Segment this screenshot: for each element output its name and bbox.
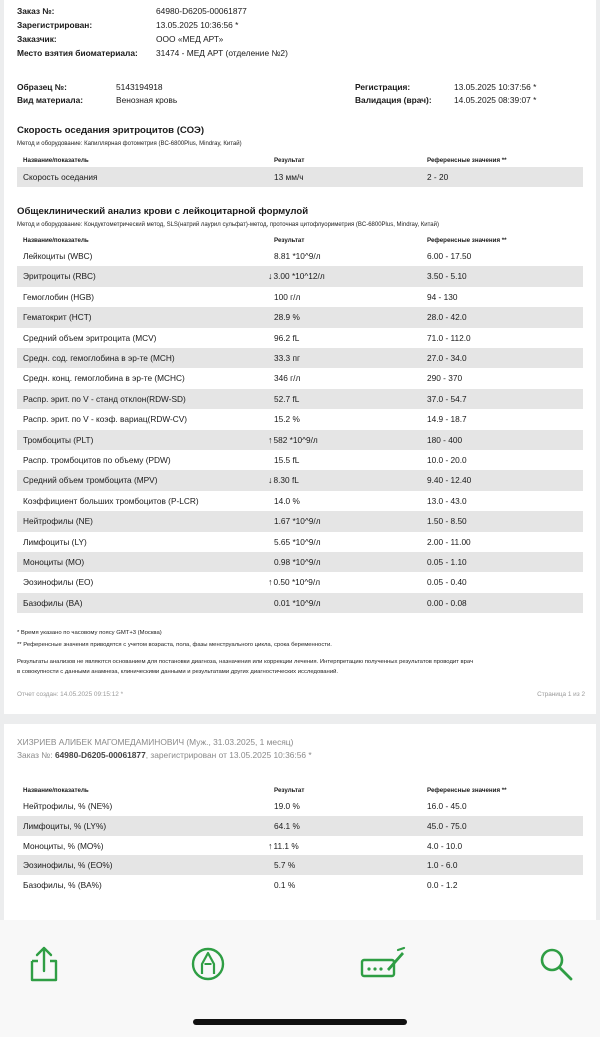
- material-label: Вид материала:: [17, 95, 84, 105]
- report-created: Отчет создан: 14.05.2025 09:15:12 *: [17, 691, 124, 698]
- signature-icon[interactable]: [360, 944, 406, 984]
- row-reference: 27.0 - 34.0: [427, 353, 467, 363]
- collection-place-value: 31474 - МЕД АРТ (отделение №2): [156, 48, 288, 58]
- order-prefix: Заказ №:: [17, 750, 53, 760]
- markup-pen-icon[interactable]: [188, 944, 228, 984]
- row-result: [274, 373, 300, 383]
- row-result: [274, 394, 299, 404]
- col-reference-header: Референсные значения **: [427, 787, 507, 794]
- row-reference: 1.0 - 6.0: [427, 860, 458, 871]
- search-icon[interactable]: [536, 944, 576, 984]
- row-name: Нейтрофилы (NE): [23, 516, 93, 527]
- table-row: [17, 167, 583, 187]
- report-page-2: [4, 724, 596, 920]
- row-result: [268, 841, 299, 851]
- registered-label: Зарегистрирован:: [17, 20, 93, 30]
- collection-place-label: Место взятия биоматериала:: [17, 48, 138, 58]
- row-result: [274, 801, 300, 811]
- esr-method: Метод и оборудование: Капиллярная фотометрия (BC-6800Plus, Mindray, Китай): [17, 141, 242, 147]
- table-row: [17, 307, 583, 327]
- row-result: [268, 435, 318, 445]
- row-reference: 0.00 - 0.08: [427, 597, 467, 608]
- col-result-header: Результат: [274, 787, 305, 794]
- material-value: Венозная кровь: [116, 95, 178, 105]
- row-reference: 45.0 - 75.0: [427, 820, 467, 831]
- row-name: Распр. тромбоцитов по объему (PDW): [23, 455, 171, 465]
- row-name: Лимфоциты, % (LY%): [23, 820, 107, 831]
- row-name: Коэффициент больших тромбоцитов (P-LCR): [23, 495, 199, 506]
- row-reference: 10.0 - 20.0: [427, 455, 467, 465]
- row-reference: 0.05 - 0.40: [427, 577, 467, 588]
- row-result-value: 346 г/л: [274, 373, 301, 384]
- row-result: [274, 414, 300, 424]
- cbc-method: Метод и оборудование: Кондуктометрический метод, SLS(натрий лаурил сульфат)-метод, проточная цитофлуориметрия (BC-6800Plus, Mindray, Китай): [17, 222, 439, 228]
- row-result: [274, 516, 321, 526]
- sample-id: 5143194918: [116, 82, 163, 92]
- row-result-value: 3.00 *10^12/л: [273, 271, 325, 282]
- row-result: [274, 880, 295, 890]
- table-row: [17, 246, 583, 266]
- table-row: [17, 470, 583, 490]
- table-row: [17, 368, 583, 388]
- col-reference-header: Референсные значения **: [427, 237, 507, 244]
- row-name: Эозинофилы, % (EO%): [23, 860, 113, 871]
- row-reference: 4.0 - 10.0: [427, 840, 463, 851]
- arrow-up-icon: ↑: [268, 434, 273, 445]
- row-name: Гемоглобин (HGB): [23, 291, 95, 302]
- row-result: [274, 251, 321, 261]
- row-result-value: 19.0 %: [274, 801, 300, 811]
- table-row: [17, 875, 583, 895]
- row-reference: 2 - 20: [427, 172, 449, 182]
- arrow-down-icon: ↓: [268, 475, 273, 486]
- row-result-value: 11.1 %: [273, 840, 299, 851]
- table-row: [17, 593, 583, 613]
- arrow-down-icon: ↓: [268, 271, 273, 282]
- disclaimer-line-2: в совокупности с данными анамнеза, клиническими данными и результатами других диагностических исследований.: [17, 669, 339, 675]
- row-result-value: 96.2 fL: [274, 332, 300, 343]
- row-result-value: 28.9 %: [274, 312, 300, 323]
- row-reference: 290 - 370: [427, 373, 463, 384]
- row-result: [274, 312, 300, 322]
- row-reference: 71.0 - 112.0: [427, 332, 471, 343]
- cbc-table-header: [17, 235, 583, 245]
- table-row: [17, 511, 583, 531]
- row-name: Средний объем тромбоцита (MPV): [23, 475, 158, 486]
- row-result-value: 0.50 *10^9/л: [273, 577, 321, 588]
- row-reference: 0.0 - 1.2: [427, 880, 458, 891]
- row-name: Моноциты, % (MO%): [23, 840, 104, 851]
- row-reference: 6.00 - 17.50: [427, 251, 472, 261]
- row-name: Лейкоциты (WBC): [23, 251, 93, 261]
- sample-id-label: Образец №:: [17, 82, 67, 92]
- registration-value: 13.05.2025 10:37:56 *: [454, 82, 537, 92]
- registration-label: Регистрация:: [355, 82, 411, 92]
- col-result-header: Результат: [274, 157, 305, 164]
- row-name: Базофилы (BA): [23, 597, 83, 608]
- report-page-1: [4, 0, 596, 714]
- row-result: [274, 496, 300, 506]
- row-result: [274, 333, 299, 343]
- col-result-header: Результат: [274, 237, 305, 244]
- row-result: [274, 821, 300, 831]
- row-result-value: 5.65 *10^9/л: [274, 536, 321, 547]
- row-result: [274, 557, 321, 567]
- row-result-value: 0.01 *10^9/л: [274, 597, 321, 608]
- row-result-value: 15.2 %: [274, 414, 300, 425]
- row-name: Нейтрофилы, % (NE%): [23, 801, 113, 811]
- row-result-value: 52.7 fL: [274, 393, 300, 404]
- row-reference: 16.0 - 45.0: [427, 801, 467, 811]
- order-number: 64980-D6205-00061877: [54, 750, 146, 760]
- row-result: [274, 292, 300, 302]
- row-result-value: 33.3 пг: [274, 353, 300, 363]
- row-result: [268, 577, 320, 587]
- row-reference: 37.0 - 54.7: [427, 393, 467, 404]
- row-result: [268, 475, 299, 485]
- share-icon[interactable]: [24, 944, 64, 984]
- timezone-note: * Время указано по часовому поясу GMT+3 (Москва): [17, 630, 162, 636]
- row-reference: 14.9 - 18.7: [427, 414, 467, 425]
- validation-value: 14.05.2025 08:39:07 *: [454, 95, 537, 105]
- row-name: Базофилы, % (BA%): [23, 880, 102, 891]
- row-result-value: 8.30 fL: [273, 475, 299, 486]
- table-row: [17, 552, 583, 572]
- table-row: [17, 430, 583, 450]
- row-reference: 180 - 400: [427, 434, 463, 445]
- patient-info: ХИЗРИЕВ АЛИБЕК МАГОМЕДАМИНОВИЧ (Муж., 31.03.2025, 1 месяц): [17, 737, 294, 747]
- table-row: [17, 855, 583, 875]
- customer-label: Заказчик:: [17, 34, 57, 44]
- table-row: [17, 816, 583, 836]
- row-name: Эритроциты (RBC): [23, 271, 96, 282]
- disclaimer-line-1: Результаты анализов не являются основанием для постановки диагноза, назначения или коррекции лечения. Интерпретацию полученных результатов проводит врач: [17, 659, 474, 665]
- table-row: [17, 450, 583, 470]
- arrow-up-icon: ↑: [268, 577, 273, 588]
- registered-value: 13.05.2025 10:36:56 *: [156, 20, 239, 30]
- row-result-value: 14.0 %: [274, 495, 300, 506]
- row-name: Тромбоциты (PLT): [23, 434, 94, 445]
- row-reference: 9.40 - 12.40: [427, 475, 472, 486]
- row-name: Средний объем эритроцита (MCV): [23, 332, 157, 343]
- table-row: [17, 328, 583, 348]
- table-row: [17, 266, 583, 286]
- col-name-header: Название/показатель: [23, 787, 89, 794]
- row-result: [274, 598, 321, 608]
- bottom-toolbar: [0, 920, 600, 1037]
- cbc-title: Общеклинический анализ крови с лейкоцитарной формулой: [17, 206, 309, 217]
- row-result-value: 0.1 %: [274, 880, 296, 891]
- esr-table-header: [17, 155, 583, 165]
- table-row: [17, 796, 583, 816]
- row-result-value: 64.1 %: [274, 820, 300, 831]
- reference-note: ** Референсные значения приводятся с учетом возраста, пола, фазы менструального цикла, срока беременности.: [17, 642, 332, 648]
- table-row: [17, 348, 583, 368]
- row-result: 13 мм/ч: [274, 172, 304, 182]
- validation-label: Валидация (врач):: [355, 95, 432, 105]
- order-info: [17, 750, 312, 760]
- row-result-value: 8.81 *10^9/л: [274, 251, 321, 261]
- row-result-value: 0.98 *10^9/л: [274, 557, 321, 567]
- order-number-label: Заказ №:: [17, 6, 55, 16]
- row-result-value: 15.5 fL: [274, 455, 300, 465]
- col-reference-header: Референсные значения **: [427, 157, 507, 164]
- row-name: Средн. сод. гемоглобина в эр-те (MCH): [23, 353, 175, 363]
- page-number: Страница 1 из 2: [537, 691, 585, 698]
- arrow-up-icon: ↑: [268, 840, 273, 851]
- table-row: [17, 572, 583, 592]
- table-row: [17, 287, 583, 307]
- row-name: Лимфоциты (LY): [23, 536, 87, 547]
- table-row: [17, 409, 583, 429]
- row-result: [274, 353, 300, 363]
- row-result: [274, 537, 321, 547]
- row-name: Эозинофилы (EO): [23, 577, 94, 588]
- row-result: [268, 271, 325, 281]
- row-reference: 13.0 - 43.0: [427, 495, 467, 506]
- row-reference: 2.00 - 11.00: [427, 536, 471, 547]
- row-result-value: 100 г/л: [274, 291, 301, 302]
- row-name: Моноциты (MO): [23, 557, 85, 567]
- row-reference: 94 - 130: [427, 291, 458, 302]
- row-name: Распр. эрит. по V - коэф. вариац(RDW-CV): [23, 414, 188, 425]
- col-name-header: Название/показатель: [23, 237, 89, 244]
- row-reference: 3.50 - 5.10: [427, 271, 467, 282]
- row-reference: 28.0 - 42.0: [427, 312, 467, 323]
- page2-table-header: [17, 785, 583, 795]
- order-suffix: , зарегистрирован от 13.05.2025 10:36:56 *: [145, 750, 312, 760]
- row-name: Гематокрит (HCT): [23, 312, 92, 323]
- customer-value: ООО «МЕД АРТ»: [156, 34, 224, 44]
- row-result-value: 582 *10^9/л: [273, 434, 318, 445]
- row-result: [274, 860, 295, 870]
- table-row: [17, 836, 583, 856]
- home-indicator: [193, 1019, 407, 1025]
- row-name: Средн. конц. гемоглобина в эр-те (MCHC): [23, 373, 185, 384]
- row-reference: 0.05 - 1.10: [427, 557, 467, 567]
- row-reference: 1.50 - 8.50: [427, 516, 467, 527]
- row-result-value: 1.67 *10^9/л: [274, 516, 321, 527]
- row-result: [274, 455, 299, 465]
- table-row: [17, 491, 583, 511]
- order-number: 64980-D6205-00061877: [156, 6, 247, 16]
- col-name-header: Название/показатель: [23, 157, 89, 164]
- esr-title: Скорость оседания эритроцитов (СОЭ): [17, 125, 205, 136]
- row-name: Скорость оседания: [23, 172, 98, 182]
- table-row: [17, 532, 583, 552]
- row-result-value: 5.7 %: [274, 860, 296, 871]
- row-name: Распр. эрит. по V - станд отклон(RDW-SD): [23, 393, 186, 404]
- table-row: [17, 389, 583, 409]
